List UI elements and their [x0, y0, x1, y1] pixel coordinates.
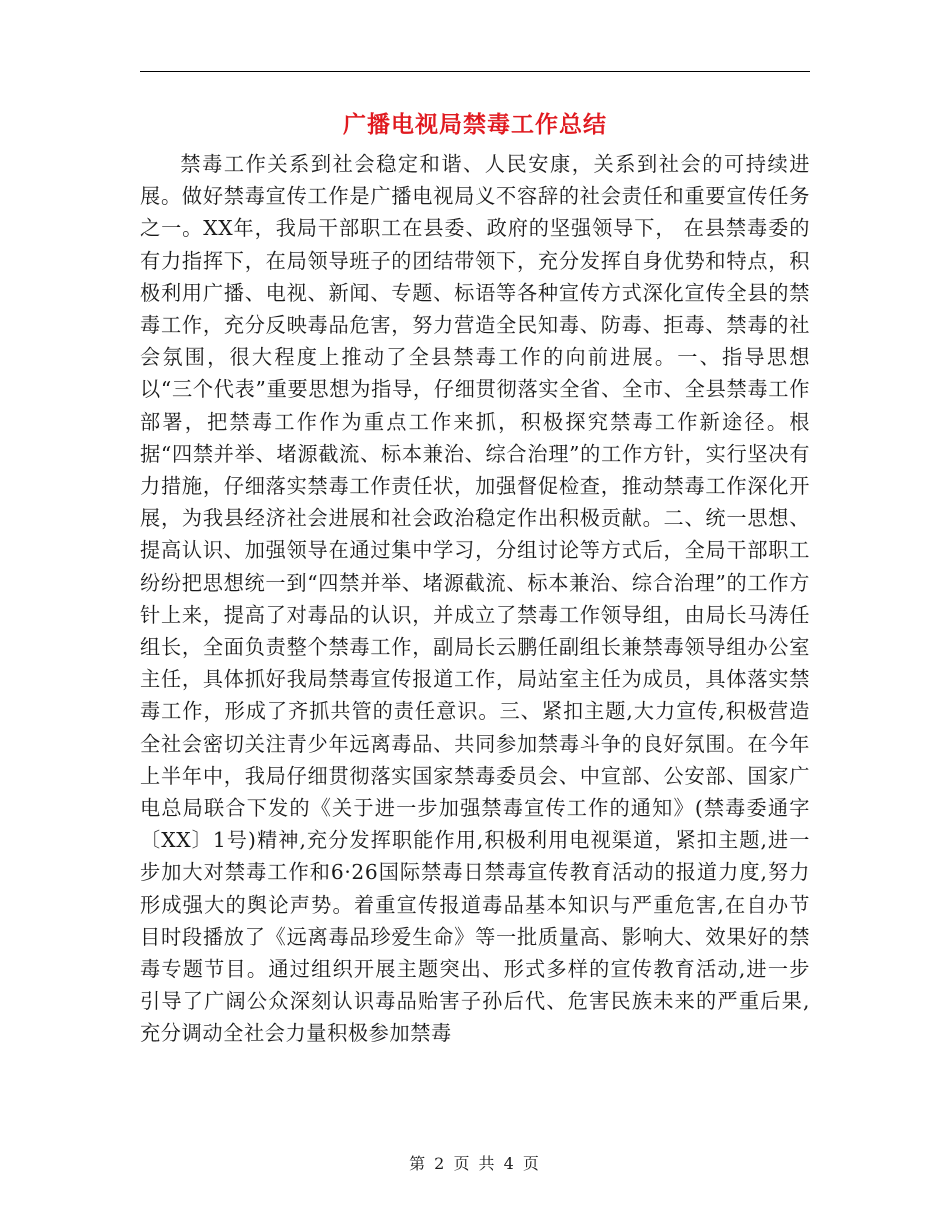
header-rule: [140, 71, 810, 72]
document-title: 广播电视局禁毒工作总结: [343, 112, 607, 138]
page-number: 第 2 页 共 4 页: [409, 1154, 541, 1173]
body-paragraph: 禁毒工作关系到社会稳定和谐、人民安康，关系到社会的可持续进展。做好禁毒宣传工作是广播电视局义不容辞的社会责任和重要宣传任务之一。XX年，我局干部职工在县委、政府的坚强领导下， 在县禁毒委的有力指挥下，在局领导班子的团结带领下，充分发挥自身优势和特点，积极利用广播、电视、新闻、专题、标语等各种宣传方式深化宣传全县的禁毒工作，充分反映毒品危害，努力营造全民知毒、防毒、拒毒、禁毒的社会氛围，很大程度上推动了全县禁毒工作的向前进展。一、指导思想以“三个代表”重要思想为指导，仔细贯彻落实全省、全市、全县禁毒工作部署，把禁毒工作作为重点工作来抓，积极探究禁毒工作新途径。根据“四禁并举、堵源截流、标本兼治、综合治理”的工作方针，实行坚决有力措施，仔细落实禁毒工作责任状，加强督促检查，推动禁毒工作深化开展，为我县经济社会进展和社会政治稳定作出积极贡献。二、统一思想、提高认识、加强领导在通过集中学习，分组讨论等方式后，全局干部职工纷纷把思想统一到“四禁并举、堵源截流、标本兼治、综合治理”的工作方针上来，提高了对毒品的认识，并成立了禁毒工作领导组，由局长马涛任组长，全面负责整个禁毒工作，副局长云鹏任副组长兼禁毒领导组办公室主任，具体抓好我局禁毒宣传报道工作，局站室主任为成员，具体落实禁毒工作，形成了齐抓共管的责任意识。三、紧扣主题,大力宣传,积极营造全社会密切关注青少年远离毒品、共同参加禁毒斗争的良好氛围。在今年上半年中，我局仔细贯彻落实国家禁毒委员会、中宣部、公安部、国家广电总局联合下发的《关于进一步加强禁毒宣传工作的通知》(禁毒委通字〔XX〕1号)精神,充分发挥职能作用,积极利用电视渠道，紧扣主题,进一步加大对禁毒工作和6·26国际禁毒日禁毒宣传教育活动的报道力度,努力形成强大的舆论声势。着重宣传报道毒品基本知识与严重危害,在自办节目时段播放了《远离毒品珍爱生命》等一批质量高、影响大、效果好的禁毒专题节目。通过组织开展主题突出、形式多样的宣传教育活动,进一步引导了广阔公众深刻认识毒品贻害子孙后代、危害民族未来的严重后果,充分调动全社会力量积极参加禁毒: [140, 152, 810, 1046]
